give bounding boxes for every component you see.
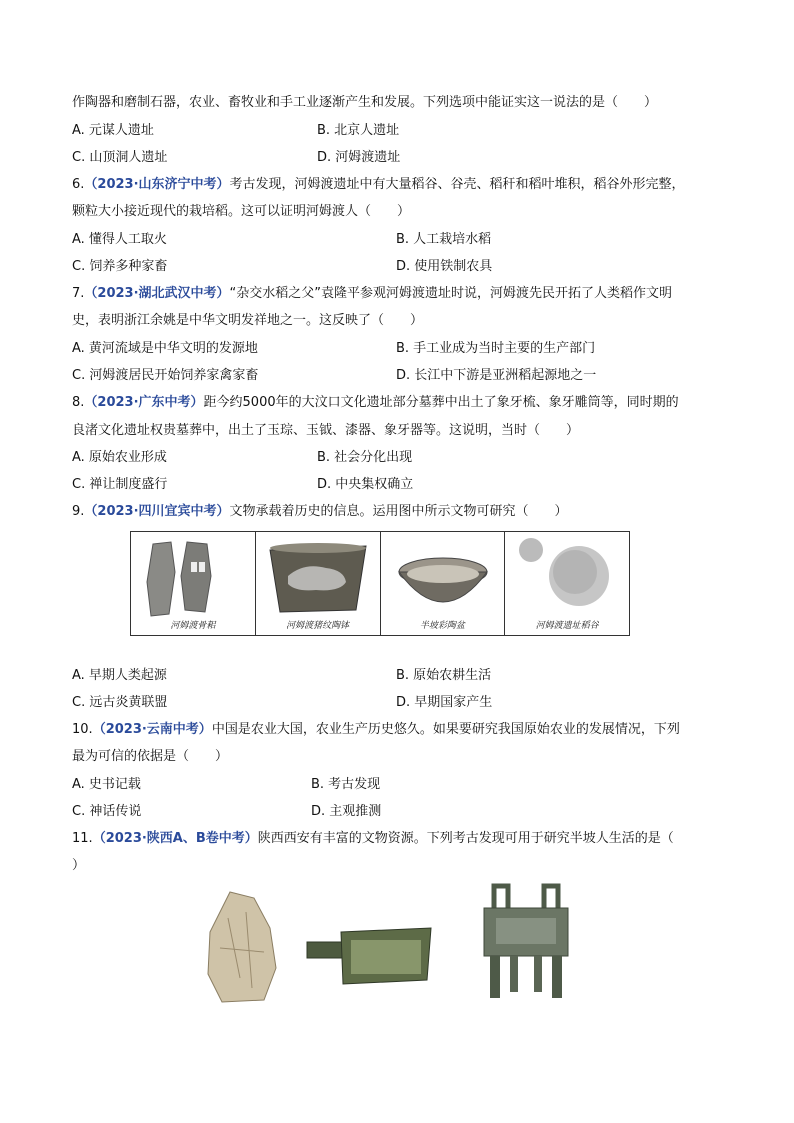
question-8-stem-cont: 良渚文化遗址权贵墓葬中，出土了玉琮、玉钺、漆器、象牙器等。这说明，当时（ ） [72,423,580,438]
question-source: （2023·湖北武汉中考） [84,286,230,301]
option-b[interactable]: B. 北京人遗址 [317,123,400,138]
figure-caption: 半坡彩陶盆 [419,621,465,631]
option-d[interactable]: D. 使用铁制农具 [396,259,493,274]
question-6-stem [72,177,685,193]
figure-rice-grains [505,532,629,635]
option-d[interactable]: D. 主观推测 [311,804,382,819]
figure-caption: 河姆渡遗址稻谷 [535,621,599,631]
question-text: 考古发现，河姆渡遗址中有大量稻谷、谷壳、稻秆和稻叶堆积，稻谷外形完整， [229,177,685,192]
question-9-stem [72,504,568,520]
figure-painted-basin [381,532,506,635]
question-text: 文物承载着历史的信息。运用图中所示文物可研究（ ） [229,504,568,519]
option-c[interactable]: C. 饲养多种家畜 [72,259,168,274]
option-b[interactable]: B. 原始农耕生活 [396,668,492,683]
option-d[interactable]: D. 中央集权确立 [317,477,414,492]
question-number: 9. [72,504,85,519]
option-a[interactable]: A. 黄河流域是中华文明的发源地 [72,341,258,356]
question-10-stem [72,722,680,738]
option-b[interactable]: B. 人工栽培水稻 [396,232,492,247]
question-11-stem [72,831,674,847]
figure-caption: 河姆渡猪纹陶钵 [286,621,350,631]
option-b[interactable]: B. 手工业成为当时主要的生产部门 [396,341,596,356]
question-11-stem-cont: ） [72,858,86,873]
question-source: （2023·云南中考） [92,722,212,737]
question-number: 6. [72,177,85,192]
option-c[interactable]: C. 远古炎黄联盟 [72,695,168,710]
question-text: 中国是农业大国，农业生产历史悠久。如果要研究我国原始农业的发展情况，下列 [211,722,680,737]
option-a[interactable]: A. 早期人类起源 [72,668,167,683]
figure-pig-pottery [256,532,381,635]
option-d[interactable]: D. 早期国家产生 [396,695,493,710]
option-c[interactable]: C. 河姆渡居民开始饲养家禽家畜 [72,368,259,383]
question-number: 7. [72,286,85,301]
question-text: 陕西西安有丰富的文物资源。下列考古发现可用于研究半坡人生活的是（ [257,831,674,846]
option-a[interactable]: A. 原始农业形成 [72,450,167,465]
question-source: （2023·广东中考） [84,395,204,410]
option-b[interactable]: B. 考古发现 [311,777,381,792]
question-7-stem-cont: 史，表明浙江余姚是中华文明发祥地之一。这反映了（ ） [72,313,424,328]
option-c[interactable]: C. 禅让制度盛行 [72,477,168,492]
question-text: “杂交水稻之父”袁隆平参观河姆渡遗址时说，河姆渡先民开拓了人类稻作文明 [229,286,673,301]
question-source: （2023·山东济宁中考） [84,177,230,192]
question-number: 11. [72,831,93,846]
question-7-stem [72,286,672,302]
option-b[interactable]: B. 社会分化出现 [317,450,413,465]
question-source: （2023·陕西A、B卷中考） [92,831,258,846]
question-number: 10. [72,722,93,737]
option-c[interactable]: C. 山顶洞人遗址 [72,150,168,165]
artifact-figure-strip [130,531,630,636]
option-d[interactable]: D. 长江中下游是亚洲稻起源地之一 [396,368,597,383]
question-8-stem [72,395,679,411]
option-a[interactable]: A. 史书记载 [72,777,141,792]
question-10-stem-cont: 最为可信的依据是（ ） [72,749,229,764]
oracle-bone-icon [200,888,280,1008]
option-c[interactable]: C. 神话传说 [72,804,142,819]
option-a[interactable]: A. 懂得人工取火 [72,232,167,247]
question-6-stem-cont: 颗粒大小接近现代的栽培稻。这可以证明河姆渡人（ ） [72,204,411,219]
figure-bone-spade [131,532,256,635]
question-source: （2023·四川宜宾中考） [84,504,230,519]
option-a[interactable]: A. 元谋人遗址 [72,123,154,138]
option-d[interactable]: D. 河姆渡遗址 [317,150,401,165]
question-number: 8. [72,395,85,410]
bronze-ding-icon [476,882,576,1004]
bronze-ladle-icon [305,920,435,990]
figure-caption: 河姆渡骨耜 [170,621,216,631]
question-stem: 作陶器和磨制石器，农业、畜牧业和手工业逐渐产生和发展。下列选项中能证实这一说法的是（ ） [72,95,658,110]
question-text: 距今约5000年的大汶口文化遗址部分墓葬中出土了象牙梳、象牙雕筒等，同时期的 [203,395,679,410]
